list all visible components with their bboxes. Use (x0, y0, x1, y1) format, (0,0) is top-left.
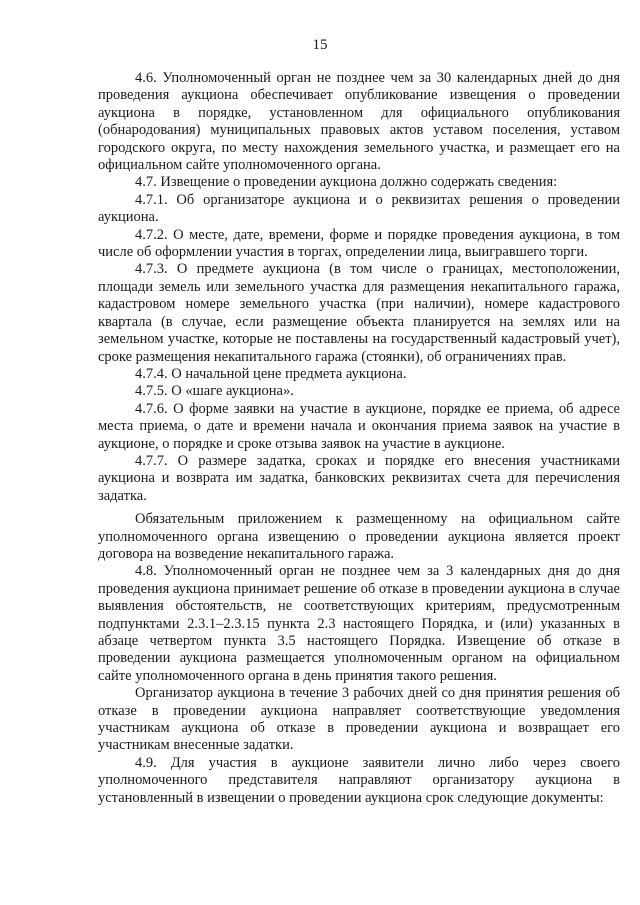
paragraph-4-7-6: 4.7.6. О форме заявки на участие в аукционе, порядке ее приема, об адресе места приема, о дате и времени начала и окончания приема заявок на участие в аукционе, о порядке и сроке отзыва заявок на участие в аукционе. (98, 400, 620, 452)
page-number: 15 (312, 37, 328, 53)
paragraph-4-9: 4.9. Для участия в аукционе заявители лично либо через своего уполномоченного представителя направляют организатору аукциона в установленный в извещении о проведении аукциона срок следующие документы: (98, 754, 620, 806)
paragraph-4-7-5: 4.7.5. О «шаге аукциона». (135, 383, 294, 400)
paragraph-4-8: 4.8. Уполномоченный орган не позднее чем за 3 календарных дня до дня проведения аукциона принимает решение об отказе в проведении аукциона в случае выявления обстоятельств, не соответствующих критериям, предусмотренным подпунктами 2.3.1–2.3.15 пункта 2.3 настоящего Порядка, и (или) указанных в абзаце четвертом пункта 3.5 настоящего Порядка. Извещение об отказе в проведении аукциона размещается уполномоченным органом на официальном сайте уполномоченного органа в день принятия такого решения. (98, 563, 620, 684)
paragraph-4-7-7: 4.7.7. О размере задатка, сроках и порядке его внесения участниками аукциона и возврата им задатка, банковских реквизитах счета для перечисления задатка. (98, 452, 620, 504)
paragraph-4-7-4: 4.7.4. О начальной цене предмета аукциона. (135, 365, 407, 382)
paragraph-organizer: Организатор аукциона в течение 3 рабочих дней со дня принятия решения об отказе в проведении аукциона направляет соответствующие уведомления участникам аукциона об отказе в проведении аукциона и возвращает его участникам внесенные задатки. (98, 685, 620, 754)
paragraph-attachment: Обязательным приложением к размещенному на официальном сайте уполномоченного органа извещению о проведении аукциона является проект договора на возведение некапитального гаража. (98, 511, 620, 562)
document-body (98, 70, 620, 807)
paragraph-4-7: 4.7. Извещение о проведении аукциона должно содержать сведения: (135, 174, 558, 191)
paragraph-4-6: 4.6. Уполномоченный орган не позднее чем за 30 календарных дней до дня проведения аукциона обеспечивает опубликование извещения о проведении аукциона в порядке, установленном для официального опубликования (обнародования) муниципальных правовых актов уставом поселения, уставом городского округа, по месту нахождения земельного участка, и размещает его на официальном сайте уполномоченного органа. (98, 70, 620, 174)
paragraph-4-7-3: 4.7.3. О предмете аукциона (в том числе о границах, местоположении, площади земель или земельного участка для размещения некапитального гаража, кадастровом номере земельного участка (при наличии), номере кадастрового квартала (в случае, если размещение объекта планируется на землях или на земельном участке, которые не поставлены на государственный кадастровый учет), сроке размещения некапитального гаража (стоянки), об ограничениях прав. (98, 261, 620, 365)
paragraph-4-7-1: 4.7.1. Об организаторе аукциона и о реквизитах решения о проведении аукциона. (98, 191, 620, 226)
paragraph-4-7-2: 4.7.2. О месте, дате, времени, форме и порядке проведения аукциона, в том числе об оформлении участия в торгах, определении лица, выигравшего торги. (98, 226, 620, 261)
